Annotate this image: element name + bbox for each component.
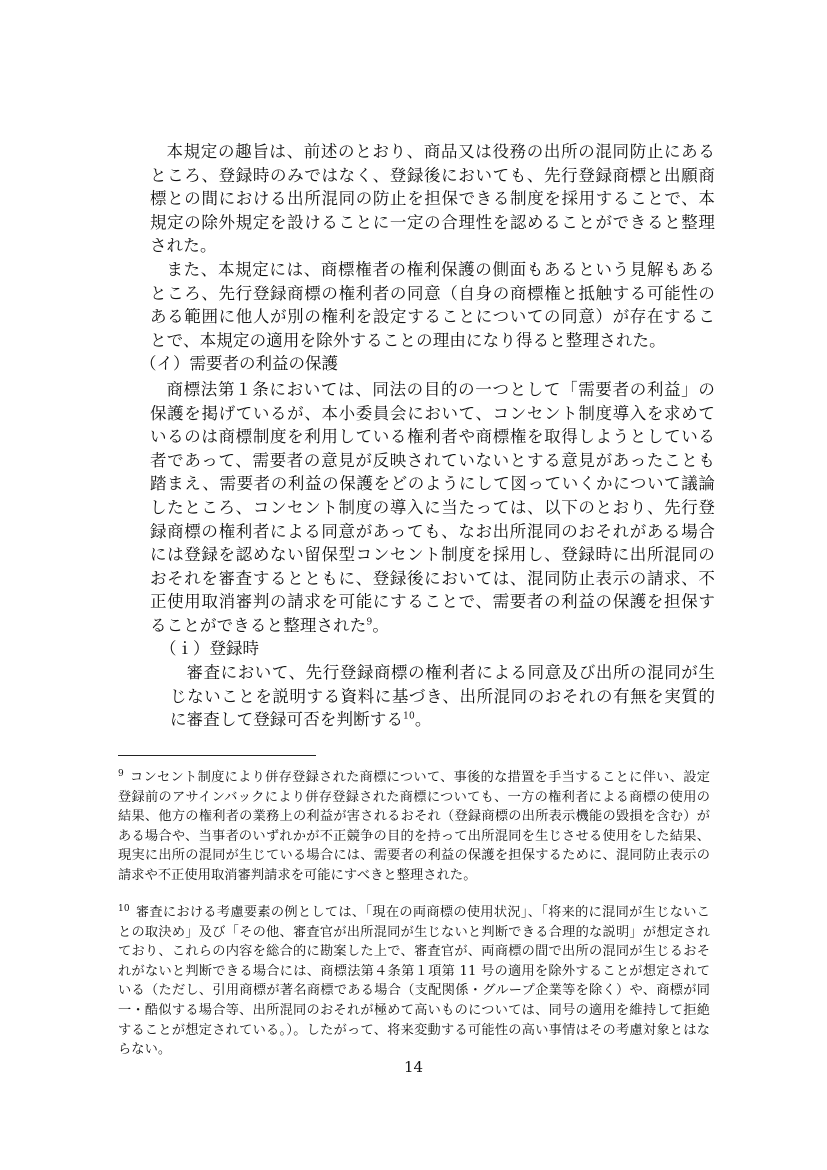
page-number: 14 bbox=[403, 1058, 424, 1076]
paragraph bbox=[150, 378, 715, 638]
paragraph-text: 商標法第１条においては、同法の目的の一つとして「需要者の利益」の保護を掲げているが、本小委員会において、コンセント制度導入を求めているのは商標制度を利用している権利者や商標権を取得しようとしている者であって、需要者の意見が反映されていないとする意見があったことも踏まえ、需要者の利益の保護をどのようにして図っていくかについて議論したところ、コンセント制度の導入に当たっては、以下のとおり、先行登録商標の権利者による同意があっても、なお出所混同のおそれがある場合には登録を認めない留保型コンセント制度を採用し、登録時に出所混同のおそれを審査するとともに、登録後においては、混同防止表示の請求、不正使用取消審判の請求を可能にすることで、需要者の利益の保護を担保することができると整理された bbox=[150, 380, 715, 635]
body-block-2 bbox=[150, 378, 715, 638]
footnote-10 bbox=[118, 903, 710, 1060]
footnote-text: 審査における考慮要素の例としては、「現在の両商標の使用状況」、「将来的に混同が生じないことの取決め」及び「その他、審査官が出所混同が生じないと判断できる合理的な説明」が想定されており、これらの内容を総合的に勘案した上で、審査官が、両商標の間で出所の混同が生じるおそれがないと判断できる場合には、商標法第４条第１項第 11 号の適用を除外することが想定されている（ただし、引用商標が著名商標である場合（支配関係・グループ企業等を除く）や、商標が同一・酷似する場合等、出所混同のおそれが極めて高いものについては、同号の適用を維持して拒絶することが想定されている。）。したがって、将来変動する可能性の高い事情はその考慮対象とはならない。 bbox=[118, 905, 710, 1058]
section-heading-i: （イ）需要者の利益の保護 bbox=[140, 354, 338, 373]
paragraph-end: 。 bbox=[372, 615, 389, 635]
footnote-ref[interactable]: 9 bbox=[366, 617, 373, 628]
body-block-3 bbox=[170, 661, 715, 732]
paragraph-text: 審査において、先行登録商標の権利者による同意及び出所の混同が生じないことを説明する資料に基づき、出所混同のおそれの有無を実質的に審査して登録可否を判断する bbox=[170, 663, 715, 730]
body-block-1 bbox=[150, 140, 715, 352]
footnote-marker: 9 bbox=[118, 768, 124, 779]
subsection-heading-i: （ｉ）登録時 bbox=[160, 639, 259, 658]
footnote-ref[interactable]: 10 bbox=[403, 711, 415, 722]
paragraph: 本規定の趣旨は、前述のとおり、商品又は役務の出所の混同防止にあるところ、登録時のみではなく、登録後においても、先行登録商標と出願商標との間における出所混同の防止を担保できる制度を採用することで、本規定の除外規定を設けることに一定の合理性を認めることができると整理された。 bbox=[150, 142, 715, 256]
footnote-text: コンセント制度により併存登録された商標について、事後的な措置を手当することに伴い、設定登録前のアサインバックにより併存登録された商標についても、一方の権利者による商標の使用の結果、他方の権利者の業務上の利益が害されるおそれ（登録商標の出所表示機能の毀損を含む）がある場合や、当事者のいずれかが不正競争の目的を持って出所混同を生じさせる使用をした結果、現実に出所の混同が生じている場合には、需要者の利益の保護を担保するために、混同防止表示の請求や不正使用取消審判請求を可能にすべきと整理された。 bbox=[118, 770, 710, 883]
paragraph bbox=[170, 661, 715, 732]
footnote-9 bbox=[118, 768, 710, 886]
footnote-marker: 10 bbox=[118, 903, 130, 914]
paragraph-end: 。 bbox=[414, 710, 432, 730]
footnote-separator bbox=[118, 755, 316, 756]
paragraph: また、本規定には、商標権者の権利保護の側面もあるという見解もあるところ、先行登録商標の権利者の同意（自身の商標権と抵触する可能性のある範囲に他人が別の権利を設定することについての同意）が存在することで、本規定の適用を除外することの理由になり得ると整理された。 bbox=[150, 259, 715, 350]
